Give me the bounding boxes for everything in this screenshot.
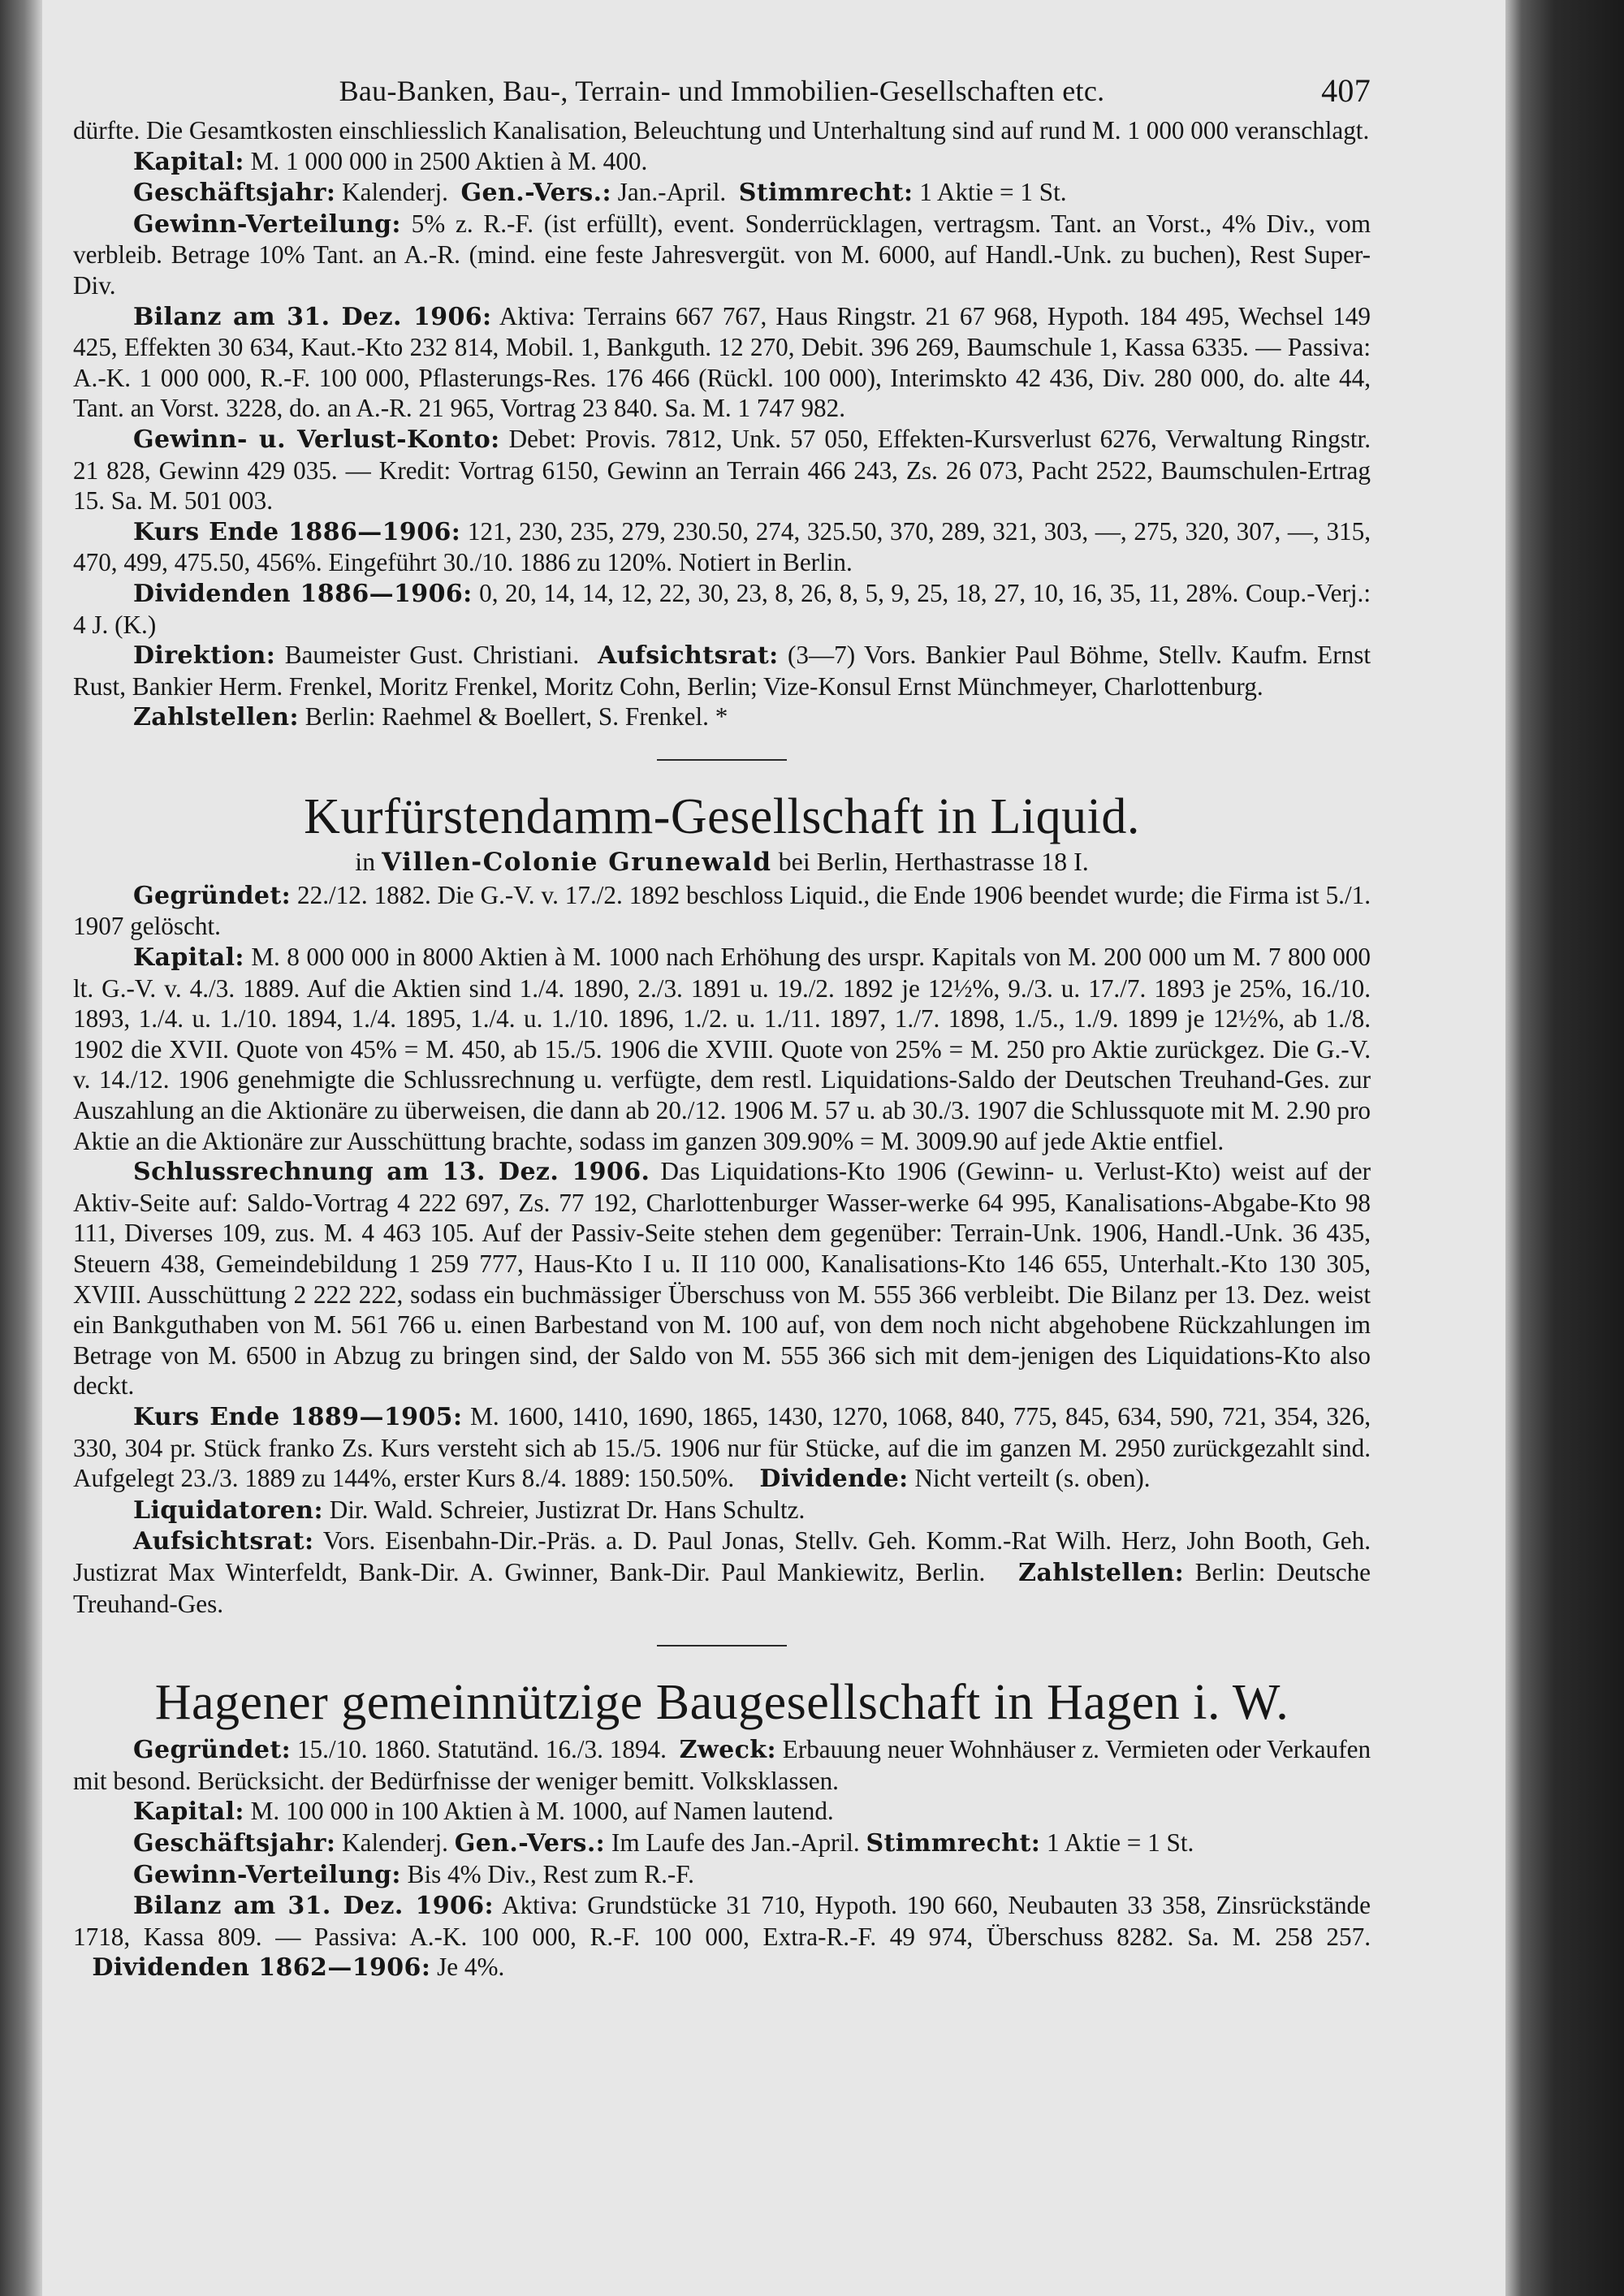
label: Dividenden 1886—1906: xyxy=(133,579,473,608)
text: Aktiva: Grundstücke 31 710, Hypoth. 190 660, Neubauten 33 358, Zinsrückstände 1718, Kassa 809. — Passiva: A.-K. 100 000, R.-F. 100 000, Extra-R.-F. 49 974, Überschuss 8282. Sa. M. 258 257. xyxy=(73,1891,1371,1951)
book-spine-edge xyxy=(0,0,42,2296)
label: Bilanz am 31. Dez. 1906: xyxy=(133,302,492,331)
label: Aufsichtsrat: xyxy=(598,641,779,671)
label: Schlussrechnung am 13. Dez. 1906. xyxy=(133,1158,650,1187)
entry1-geschaeftsjahr xyxy=(73,177,1371,209)
entry2-location xyxy=(73,845,1371,878)
entry2-gegruendet xyxy=(73,880,1371,942)
label: Stimmrecht: xyxy=(738,179,914,208)
entry2-schlussrechnung xyxy=(73,1156,1371,1401)
entry3-gewinn-verteilung xyxy=(73,1859,1371,1891)
text: Jan.-April. xyxy=(617,178,727,207)
label: Dividende: xyxy=(759,1465,909,1494)
label: Zahlstellen: xyxy=(1018,1558,1185,1587)
text: M. 1 000 000 in 2500 Aktien à M. 400. xyxy=(250,146,648,175)
text: Nicht verteilt (s. oben). xyxy=(914,1464,1151,1493)
label: Gewinn-Verteilung: xyxy=(133,1860,401,1889)
page-content xyxy=(73,67,1371,1983)
text: 22./12. 1882. Die G.-V. v. 17./2. 1892 beschloss Liquid., die Ende 1906 beendet wurde; die Firma ist 5./1. 1907 gelöscht. xyxy=(73,880,1371,941)
text: Erbauung neuer Wohnhäuser z. Vermieten oder Verkaufen mit besond. Berücksicht. der Bedürfnisse der weniger bemitt. Volksklassen. xyxy=(73,1735,1371,1795)
label: Kapital: xyxy=(133,943,244,973)
entry1-kapital xyxy=(73,146,1371,178)
label: Geschäftsjahr: xyxy=(133,1828,336,1858)
text: 121, 230, 235, 279, 230.50, 274, 325.50, 370, 289, 321, 303, —, 275, 320, 307, —, 315, 470, 499, 475.50, 456%. Eingeführt 30./10. 1886 zu 120%. Notiert in Berlin. xyxy=(73,516,1371,577)
label: Aufsichtsrat: xyxy=(133,1527,314,1556)
text: Debet: Provis. 7812, Unk. 57 050, Effekten-Kursverlust 6276, Verwaltung Ringstr. 21 828, Gewinn 429 035. — Kredit: Vortrag 6150, Gewinn an Terrain 466 243, Zs. 26 073, Pacht 2522, Baumschulen-Ertrag 15. Sa. M. 501 003. xyxy=(73,424,1371,516)
section-divider xyxy=(657,759,787,761)
label: Stimmrecht: xyxy=(866,1828,1041,1858)
text: Aktiva: Terrains 667 767, Haus Ringstr. 21 67 968, Hypoth. 184 495, Wechsel 149 425, Effekten 30 634, Kaut.-Kto 232 814, Mobil. 1, Bankguth. 12 270, Debit. 396 269, Baumschule 1, Kassa 6335. — Passiva: A.-K. 1 000 000, R.-F. 100 000, Pflasterungs-Res. 176 466 (Rückl. 100 000), Interimskto 42 436, Div. 280 000, do. alte 44, Tant. an Vorst. 3228, do. an A.-R. 21 965, Vortrag 23 840. Sa. M. 1 747 982. xyxy=(73,301,1371,423)
entry-kurfuerstendamm xyxy=(73,788,1371,1619)
text: Das Liquidations-Kto 1906 (Gewinn- u. Verlust-Kto) weist auf der Aktiv-Seite auf: Saldo-Vortrag 4 222 697, Zs. 77 192, Charlottenburger Wasser-werke 64 995, Kanalisations-Abgabe-Kto 98 111, Diverses 109, zus. M. 4 463 105. Auf der Passiv-Seite stehen dem gegenüber: Terrain-Unk. 1906, Handl.-Unk. 36 435, Steuern 438, Gemeindebildung 1 259 777, Haus-Kto I u. II 110 000, Kanalisations-Kto 146 655, Unterhalt.-Kto 130 305, XVIII. Ausschüttung 2 222 222, sodass ein buchmässiger Überschuss von M. 555 366 verbleibt. Die Bilanz per 13. Dez. weist ein Bankguthaben von M. 561 766 u. einen Barbestand von M. 100 auf, von dem noch nicht abgehobene Rückzahlungen im Betrage von M. 6500 in Abzug zu bringen sind, der Saldo von M. 555 366 sich mit dem-jenigen des Liquidations-Kto also deckt. xyxy=(73,1157,1371,1400)
label: Gewinn- u. Verlust-Konto: xyxy=(133,425,500,454)
label: Direktion: xyxy=(133,641,276,671)
label: Gewinn-Verteilung: xyxy=(133,209,401,239)
label: Liquidatoren: xyxy=(133,1495,323,1525)
text: 0, 20, 14, 14, 12, 22, 30, 23, 8, 26, 8, 5, 9, 25, 18, 27, 10, 16, 35, 11, 28%. Coup.-Verj.: 4 J. (K.) xyxy=(73,578,1371,639)
entry2-liquidatoren xyxy=(73,1495,1371,1526)
entry-hagener xyxy=(73,1674,1371,1983)
label: Kurs Ende 1886—1906: xyxy=(133,517,461,546)
entry2-kurs xyxy=(73,1401,1371,1495)
text: Kalenderj. xyxy=(342,178,448,207)
text: 1 Aktie = 1 St. xyxy=(919,178,1067,207)
label: Gen.-Vers.: xyxy=(460,179,611,208)
text: Bis 4% Div., Rest zum R.-F. xyxy=(407,1859,694,1888)
text: M. 8 000 000 in 8000 Aktien à M. 1000 nach Erhöhung des urspr. Kapitals von M. 200 000 um M. 7 800 000 lt. G.-V. v. 4./3. 1889. Auf die Aktien sind 1./4. 1890, 2./3. 1891 u. 19./2. 1892 je 12½%, 9./3. u. 17./7. 1893 je 25%, 16./10. 1893, 1./4. u. 1./10. 1894, 1./4. 1895, 1./4. u. 1./10. 1896, 1./2. u. 1./11. 1897, 1./7. 1898, 1./5., 1./9. 1899 je 12½%, ab 1./8. 1902 die XVII. Quote von 45% = M. 450, ab 15./5. 1906 die XVIII. Quote von 25% = M. 250 pro Aktie zurückgez. Die G.-V. v. 14./12. 1906 genehmigte die Schlussrechnung u. verfügte, dem restl. Liquidations-Saldo der Deutschen Treuhand-Ges. zur Auszahlung an die Aktionäre zu überweisen, die dann ab 20./12. 1906 M. 57 u. ab 30./3. 1907 die Schlussquote mit M. 2.90 pro Aktie an die Aktionäre zur Ausschüttung brachte, sodass im ganzen 309.90% = M. 3009.90 auf jede Aktie entfiel. xyxy=(73,943,1371,1155)
text: Vors. Eisenbahn-Dir.-Präs. a. D. Paul Jonas, Stellv. Geh. Komm.-Rat Wilh. Herz, John Booth, Geh. Justizrat Max Winterfeldt, Bank-Dir. A. Gwinner, Bank-Dir. Paul Mankiewitz, Berlin. xyxy=(73,1526,1371,1586)
label: Dividenden 1862—1906: xyxy=(92,1953,431,1983)
label: Gen.-Vers.: xyxy=(454,1828,606,1858)
running-head xyxy=(73,67,1371,115)
entry1-direktion xyxy=(73,640,1371,701)
text: Je 4%. xyxy=(437,1953,505,1982)
text: Berlin: Raehmel & Boellert, S. Frenkel. * xyxy=(304,702,728,732)
entry1-gewinn-verlust xyxy=(73,424,1371,516)
entry3-gegruendet xyxy=(73,1734,1371,1796)
entry3-title: Hagener gemeinnützige Baugesellschaft in Hagen i. W. xyxy=(154,1675,1289,1731)
label: Kurs Ende 1889—1905: xyxy=(133,1402,463,1431)
entry1-gewinn-verteilung xyxy=(73,209,1371,301)
text: in xyxy=(355,846,376,876)
entry-continued xyxy=(73,115,1371,733)
entry3-geschaeftsjahr xyxy=(73,1828,1371,1859)
entry3-kapital xyxy=(73,1796,1371,1828)
text: 1 Aktie = 1 St. xyxy=(1047,1828,1194,1857)
entry1-kurs xyxy=(73,516,1371,578)
text: M. 1600, 1410, 1690, 1865, 1430, 1270, 1068, 840, 775, 845, 634, 590, 721, 354, 326, 330, 304 pr. Stück franko Zs. Kurs versteht sich ab 15./5. 1906 nur für Stücke, auf die im ganzen M. 2950 zurückgezahlt sind. Aufgelegt 23./3. 1889 zu 144%, erster Kurs 8./4. 1889: 150.50%. xyxy=(73,1401,1371,1493)
label: Gegründet: xyxy=(133,1736,292,1765)
entry1-bilanz xyxy=(73,301,1371,424)
entry2-aufsichtsrat xyxy=(73,1526,1371,1619)
book-fore-edge xyxy=(1505,0,1624,2296)
entry3-bilanz xyxy=(73,1890,1371,1983)
label: Bilanz am 31. Dez. 1906: xyxy=(133,1892,495,1921)
label: Geschäftsjahr: xyxy=(133,179,336,208)
entry1-zahlstellen xyxy=(73,701,1371,733)
text: 15./10. 1860. Statutänd. 16./3. 1894. xyxy=(296,1735,667,1764)
section-divider xyxy=(657,1645,787,1646)
label: Gegründet: xyxy=(133,881,292,910)
text: Kalenderj. xyxy=(342,1828,448,1857)
page-number: 407 xyxy=(1321,72,1371,109)
text: Dir. Wald. Schreier, Justizrat Dr. Hans Schultz. xyxy=(329,1495,806,1524)
text: Im Laufe des Jan.-April. xyxy=(611,1828,860,1857)
label: Zahlstellen: xyxy=(133,703,299,732)
entry1-intro: dürfte. Die Gesamtkosten einschliesslich Kanalisation, Beleuchtung und Unterhaltung sind auf rund M. 1 000 000 veranschlagt. xyxy=(73,116,1370,145)
label: Villen-Colonie Grunewald xyxy=(382,847,772,877)
text: (3—7) Vors. Bankier Paul Böhme, Stellv. Kaufm. Ernst Rust, Bankier Herm. Frenkel, Moritz Frenkel, Moritz Cohn, Berlin; Vize-Konsul Ernst Münchmeyer, Charlottenburg. xyxy=(73,641,1371,701)
text: M. 100 000 in 100 Aktien à M. 1000, auf Namen lautend. xyxy=(250,1797,834,1826)
text: 5% z. R.-F. (ist erfüllt), event. Sonderrücklagen, vertragsm. Tant. an Vorst., 4% Div., vom verbleib. Betrage 10% Tant. an A.-R. (mind. eine feste Jahresvergüt. von M. 6000, auf Handl.-Unk. zu buchen), Rest Super-Div. xyxy=(73,209,1371,300)
text: Baumeister Gust. Christiani. xyxy=(284,641,580,670)
label: Zweck: xyxy=(679,1736,776,1765)
label: Kapital: xyxy=(133,147,244,176)
text: bei Berlin, Herthastrasse 18 I. xyxy=(778,846,1089,876)
label: Kapital: xyxy=(133,1798,244,1827)
text: Berlin: Deutsche Treuhand-Ges. xyxy=(73,1557,1371,1618)
running-head-title: Bau-Banken, Bau-, Terrain- und Immobilien-Gesellschaften etc. xyxy=(339,75,1105,107)
entry1-dividenden xyxy=(73,578,1371,640)
entry2-kapital xyxy=(73,942,1371,1156)
entry2-title: Kurfürstendamm-Gesellschaft in Liquid. xyxy=(304,788,1140,844)
